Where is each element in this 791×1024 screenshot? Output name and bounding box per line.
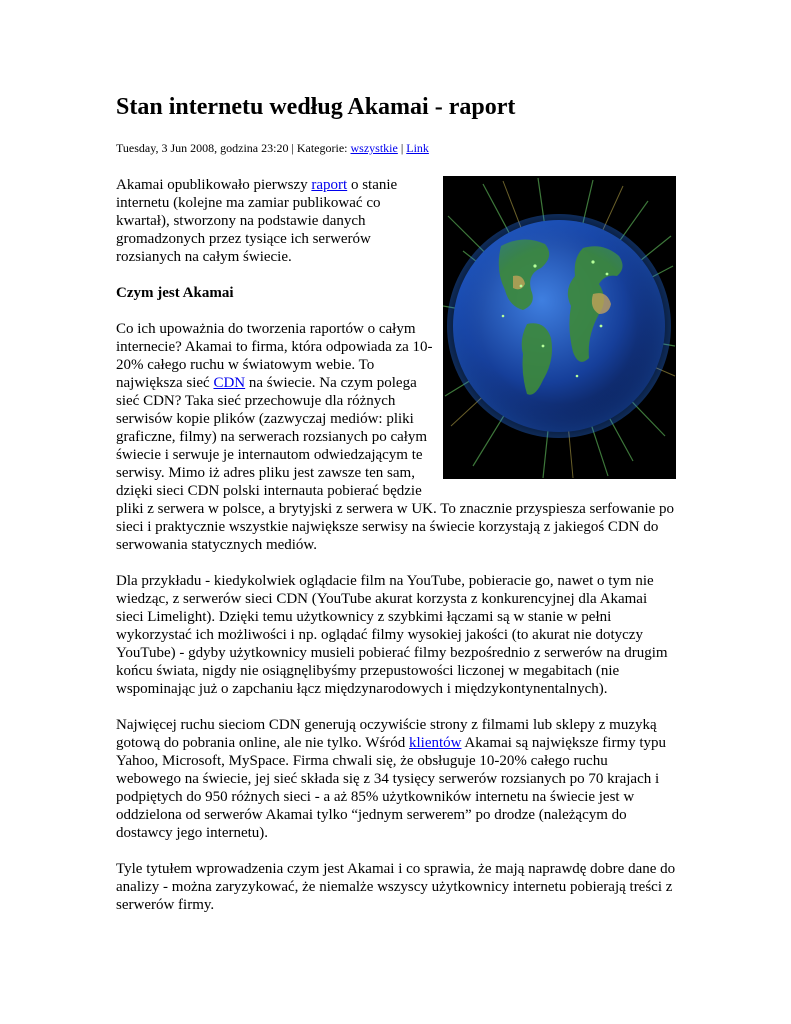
permalink[interactable]: Link (406, 141, 429, 155)
meta-separator: | (397, 141, 407, 155)
intro-paragraph: Akamai opublikowało pierwszy raport o stanie internetu (kolejne ma zamiar publikować co kwartał), stworzony na podstawie danych gromadzonych przez tysiące ich serwerów rozsianych na całym świecie. (116, 177, 398, 265)
cdn-link[interactable]: CDN (213, 375, 246, 391)
article-meta (116, 140, 676, 156)
clients-link[interactable]: klientów (409, 735, 462, 751)
paragraph-summary: Tyle tytułem wprowadzenia czym jest Akamai i co sprawia, że mają naprawdę dobre dane do analizy - można zaryzykować, że niemalże wszyscy użytkownicy internetu pobierają treści z serwerów firmy. (116, 861, 676, 913)
paragraph-youtube: Dla przykładu - kiedykolwiek oglądacie film na YouTube, pobieracie go, nawet o tym nie wiedząc, z serwerów sieci CDN (YouTube akurat korzysta z konkurencyjnej dla Akamai sieci Limelight). Dzięki temu użytkownicy z szybkimi łączami są w stanie w pełni wykorzystać ich możliwości i np. oglądać filmy wysokiej jakości (to akurat nie dotyczy YouTube) - gdyby użytkownicy musieli pobierać filmy bezpośrednio z serwerów na drugim końcu świata, nigdy nie osiągnęlibyśmy przepustowości liczonej w megabitach (nie wspominając już o zapchaniu łącz międzynarodowych i międzykontynentalnych). (116, 573, 668, 697)
globe-network-icon (443, 176, 676, 479)
meta-date: Tuesday, 3 Jun 2008, godzina 23:20 | Kategorie: (116, 141, 351, 155)
section-heading: Czym jest Akamai (116, 285, 234, 301)
category-link[interactable]: wszystkie (350, 141, 398, 155)
article (116, 92, 676, 932)
paragraph-clients: Najwięcej ruchu sieciom CDN generują oczywiście strony z filmami lub sklepy z muzyką gotową do pobrania online, ale nie tylko. Wśród klientów Akamai są największe firmy typu Yahoo, Microsoft, MySpace. Firma chwali się, że obsługuje 10-20% całego ruchu webowego na świecie, jej sieć składa się z 34 tysięcy serwerów rozsianych po 70 krajach i podpiętych do 950 różnych sieci - a aż 85% użytkowników internetu na świecie jest w oddzielona od serwerów Akamai tylko “jednym serwerem” po drodze (należącym do dostawcy jego internetu). (116, 717, 667, 841)
paragraph-cdn: Co ich upoważnia do tworzenia raportów o całym internecie? Akamai to firma, która odpowiada za 10-20% całego ruchu w światowym webie. To największa sieć CDN na świecie. Na czym polega sieć CDN? Taka sieć przechowuje dla różnych serwisów kopie plików (zazwyczaj mediów: pliki graficzne, filmy) na serwerach rozsianych po całym świecie i serwuje je internautom odwiedzającym te serwisy. Mimo iż adres pliku jest zawsze ten sam, dzięki sieci CDN polski internauta pobierać będzie pliki z serwera w polsce, a brytyjski z serwera w UK. To znacznie przyspiesza serfowanie po sieci i praktycznie wszystkie największe serwisy na świecie korzystają z jakiegoś CDN do serwowania statycznych mediów. (116, 321, 675, 553)
page-title: Stan internetu według Akamai - raport (116, 94, 516, 120)
globe-image (443, 176, 676, 479)
report-link[interactable]: raport (311, 177, 348, 193)
